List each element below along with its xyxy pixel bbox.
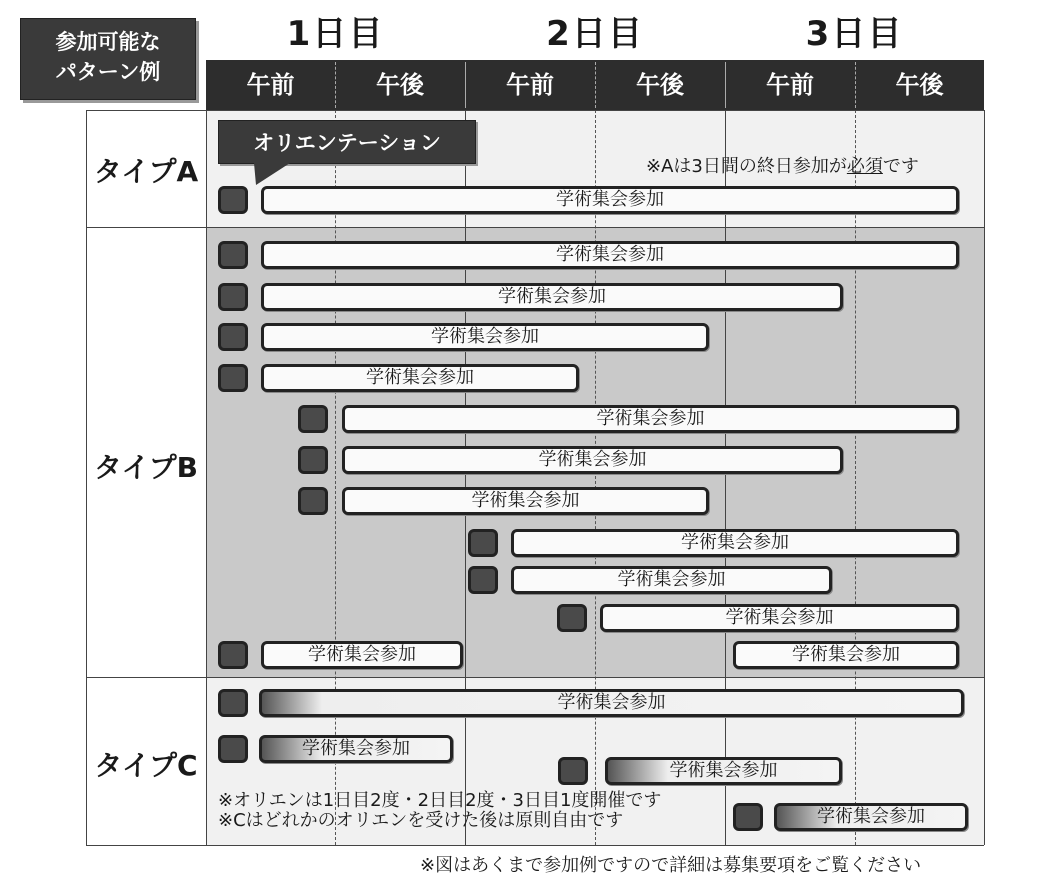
participation-bar: 学術集会参加 bbox=[261, 241, 959, 269]
orientation-marker bbox=[218, 186, 248, 214]
header-half-divider bbox=[855, 62, 856, 108]
orientation-marker bbox=[733, 803, 763, 831]
type-a-note-suffix: です bbox=[882, 156, 919, 177]
orientation-callout: オリエンテーション bbox=[218, 120, 476, 164]
participation-bar: 学術集会参加 bbox=[342, 405, 959, 433]
orientation-marker bbox=[218, 735, 248, 763]
participation-bar: 学術集会参加 bbox=[600, 604, 959, 632]
day-3-label: 3日目 bbox=[805, 14, 904, 54]
header-half-divider bbox=[335, 62, 336, 108]
orientation-marker bbox=[298, 405, 328, 433]
day2-am-label: 午前 bbox=[506, 71, 554, 99]
participation-bar: 学術集会参加 bbox=[261, 323, 709, 351]
section-border bbox=[86, 227, 984, 228]
label-column-border bbox=[206, 110, 207, 845]
participation-bar: 学術集会参加 bbox=[261, 641, 463, 669]
header-half-divider bbox=[595, 62, 596, 108]
type-a-note-emphasis: 必須 bbox=[846, 156, 883, 177]
orientation-marker bbox=[298, 487, 328, 515]
type-c-notes bbox=[218, 791, 661, 831]
participation-bar: 学術集会参加 bbox=[511, 566, 832, 594]
section-border bbox=[86, 845, 984, 846]
participation-bar: 学術集会参加 bbox=[511, 529, 959, 557]
day-1-label: 1日目 bbox=[286, 14, 385, 54]
type-a-note-prefix: ※Aは3日間の終日参加が bbox=[646, 156, 847, 177]
half-divider bbox=[855, 110, 856, 845]
day3-pm-label: 午後 bbox=[895, 71, 944, 99]
orientation-marker bbox=[218, 689, 248, 717]
orientation-callout-pointer bbox=[254, 163, 290, 185]
orientation-marker bbox=[218, 323, 248, 351]
type-a-label: タイプA bbox=[93, 155, 199, 188]
day-2-label: 2日目 bbox=[546, 14, 644, 54]
pattern-title-box bbox=[20, 18, 196, 100]
type-c-note-1: ※オリエンは1日目2度・2日目2度・3日目1度開催です bbox=[218, 790, 662, 811]
free-participation-bar: 学術集会参加 bbox=[259, 689, 964, 717]
orientation-marker bbox=[468, 566, 498, 594]
type-c-note-2: ※Cはどれかのオリエンを受けた後は原則自由です bbox=[218, 810, 624, 831]
title-line-1: 参加可能な bbox=[55, 30, 161, 54]
participation-bar: 学術集会参加 bbox=[342, 446, 843, 474]
orientation-marker bbox=[218, 241, 248, 269]
day1-am-label: 午前 bbox=[246, 71, 295, 99]
day-divider bbox=[465, 110, 466, 845]
type-b-label: タイプB bbox=[94, 451, 198, 484]
orientation-marker bbox=[218, 641, 248, 669]
participation-bar: 学術集会参加 bbox=[342, 487, 709, 515]
participation-bar: 学術集会参加 bbox=[733, 641, 959, 669]
day3-am-label: 午前 bbox=[766, 71, 814, 99]
free-participation-bar: 学術集会参加 bbox=[259, 735, 453, 763]
type-a-note bbox=[646, 152, 919, 178]
day2-pm-label: 午後 bbox=[636, 71, 684, 99]
participation-bar: 学術集会参加 bbox=[261, 283, 843, 311]
section-border bbox=[86, 110, 984, 111]
header-day-divider bbox=[465, 62, 466, 108]
free-participation-bar: 学術集会参加 bbox=[774, 803, 968, 831]
orientation-marker bbox=[298, 446, 328, 474]
footnote: ※図はあくまで参加例ですので詳細は募集要項をご覧ください bbox=[420, 855, 922, 876]
orientation-marker bbox=[558, 757, 588, 785]
free-participation-bar: 学術集会参加 bbox=[605, 757, 842, 785]
day1-pm-label: 午後 bbox=[376, 71, 424, 99]
orientation-marker bbox=[218, 283, 248, 311]
orientation-marker bbox=[218, 364, 248, 392]
orientation-marker bbox=[468, 529, 498, 557]
day-divider bbox=[725, 110, 726, 845]
type-c-label: タイプC bbox=[94, 749, 198, 782]
right-border bbox=[984, 110, 985, 845]
participation-bar: 学術集会参加 bbox=[261, 364, 579, 392]
title-line-2: パターン例 bbox=[55, 60, 161, 84]
participation-bar: 学術集会参加 bbox=[261, 186, 959, 214]
section-border bbox=[86, 677, 984, 678]
header-day-divider bbox=[725, 62, 726, 108]
half-divider bbox=[595, 110, 596, 845]
orientation-marker bbox=[557, 604, 587, 632]
